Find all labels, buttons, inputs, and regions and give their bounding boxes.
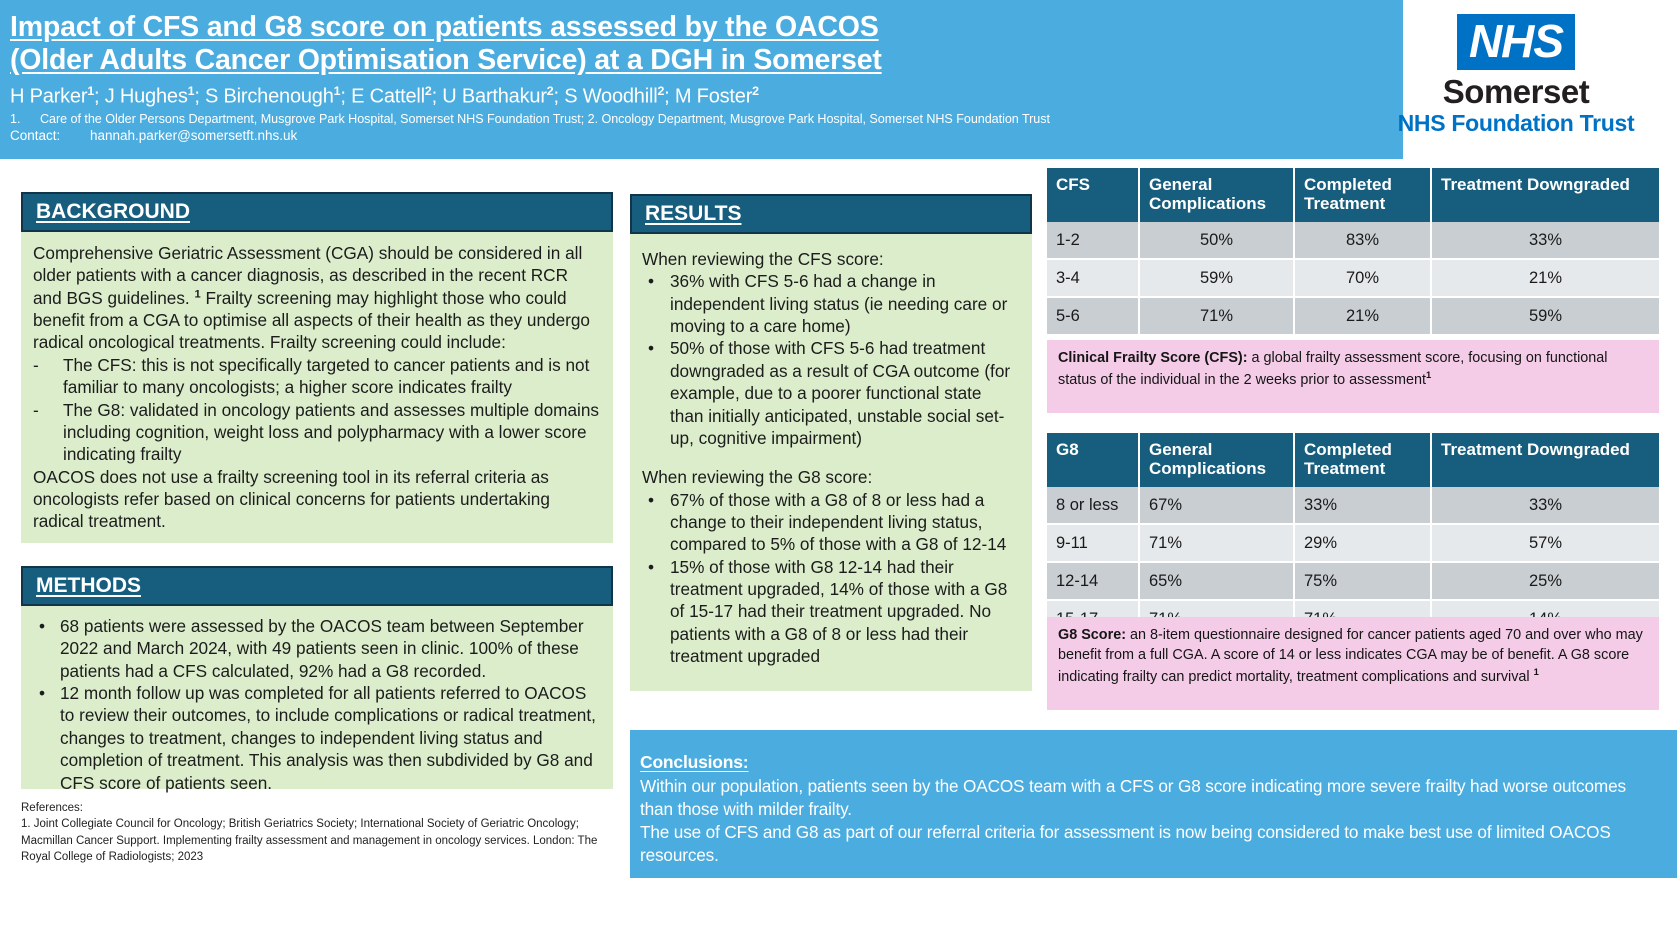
bullet-marker-icon: •	[39, 683, 46, 704]
methods-heading-label: METHODS	[36, 574, 141, 597]
cfs-cell-score: 5-6	[1047, 297, 1139, 335]
table-row	[1047, 524, 1659, 562]
table-header-row	[1047, 168, 1659, 222]
table-header-row	[1047, 433, 1659, 487]
list-item	[642, 556, 1019, 668]
cfs-cell-general-complications: 59%	[1139, 259, 1294, 297]
list-item	[642, 489, 1019, 556]
results-g8-intro: When reviewing the G8 score:	[642, 467, 873, 488]
list-item	[642, 270, 1019, 337]
g8-col-header-score: G8	[1047, 433, 1139, 487]
table-row	[1047, 297, 1659, 335]
cfs-definition-term: Clinical Frailty Score (CFS):	[1058, 350, 1248, 366]
contact-label: Contact:	[10, 127, 61, 143]
nhs-somerset-logo	[1381, 14, 1651, 137]
list-item	[33, 354, 600, 399]
g8-definition-term: G8 Score:	[1058, 627, 1126, 643]
bullet-marker-icon: •	[648, 271, 655, 292]
g8-col-header-completed-treatment: Completed Treatment	[1294, 433, 1431, 487]
references-block	[21, 800, 621, 865]
background-section	[21, 192, 613, 543]
g8-cell-general-complications: 65%	[1139, 562, 1294, 600]
bullet-marker-icon: •	[648, 338, 655, 359]
conclusions-section	[630, 730, 1677, 878]
list-item	[33, 682, 600, 794]
affiliation-number: 1.	[10, 112, 21, 127]
results-section	[630, 194, 1032, 691]
g8-cell-treatment-downgraded: 57%	[1431, 524, 1659, 562]
background-heading-label: BACKGROUND	[36, 200, 190, 223]
g8-cell-treatment-downgraded: 33%	[1431, 487, 1659, 524]
g8-outcomes-table-container	[1047, 433, 1659, 639]
results-spacer	[642, 449, 1019, 466]
nhs-logo-icon: NHS	[1457, 14, 1575, 70]
results-cfs-bullet-2: 50% of those with CFS 5-6 had treatment downgraded as a result of CGA outcome (for example, due to a poorer functional state than initially anticipated, unstable social set-up, cognitive impairment)	[670, 338, 1011, 448]
cfs-definition-text: a global frailty assessment score, focusing on functional status of the individual in the 2 weeks prior to assessment	[1058, 350, 1608, 388]
g8-definition-box	[1047, 617, 1659, 710]
table-row	[1047, 487, 1659, 524]
cfs-cell-treatment-downgraded: 33%	[1431, 222, 1659, 259]
table-row	[1047, 222, 1659, 259]
cfs-cell-completed-treatment: 70%	[1294, 259, 1431, 297]
page-title	[10, 11, 1389, 77]
conclusions-title: Conclusions:	[640, 752, 749, 772]
cfs-col-header-general-complications: General Complications	[1139, 168, 1294, 222]
results-heading-label: RESULTS	[645, 202, 742, 225]
background-para1-part-b: Frailty screening may highlight those who could benefit from a CGA to optimise all aspects of their health as they undergo radical oncological treatments. Frailty screening could include:	[33, 287, 590, 353]
results-cfs-bullet-1: 36% with CFS 5-6 had a change in independent living status (ie needing care or moving to a care home)	[670, 271, 1008, 337]
background-dash-item-2: The G8: validated in oncology patients and assesses multiple domains including cognition, weight loss and polypharmacy with a lower score indicating frailty	[63, 399, 599, 465]
page-title-line-2: (Older Adults Cancer Optimisation Service) at a DGH in Somerset	[10, 44, 882, 77]
g8-col-header-general-complications: General Complications	[1139, 433, 1294, 487]
cfs-definition-box	[1047, 340, 1659, 413]
affiliation-text: Care of the Older Persons Department, Musgrove Park Hospital, Somerset NHS Foundation Trust; 2. Oncology Department, Musgrove Park Hospital, Somerset NHS Foundation Trust	[40, 112, 1050, 127]
cfs-col-header-score: CFS	[1047, 168, 1139, 222]
g8-cell-general-complications: 67%	[1139, 487, 1294, 524]
trust-name: Somerset	[1442, 73, 1590, 110]
methods-bullet-2: 12 month follow up was completed for all patients referred to OACOS to review their outcomes, to include complications or radical treatment, changes to treatment, changes to independent living status and completion of treatment. This analysis was then subdivided by G8 and CFS score of patients seen.	[60, 683, 596, 793]
list-item	[33, 399, 600, 466]
methods-section-body	[21, 606, 613, 793]
g8-cell-score: 8 or less	[1047, 487, 1139, 524]
cfs-cell-treatment-downgraded: 21%	[1431, 259, 1659, 297]
methods-section-header	[21, 566, 613, 606]
conclusions-paragraph-1: Within our population, patients seen by the OACOS team with a CFS or G8 score indicating more severe frailty had worse outcomes than those with milder frailty.	[640, 776, 1626, 819]
g8-outcomes-table	[1047, 433, 1659, 639]
background-section-body	[21, 232, 613, 543]
cfs-cell-score: 1-2	[1047, 222, 1139, 259]
conclusions-paragraph-2: The use of CFS and G8 as part of our referral criteria for assessment is now being considered to make best use of limited OACOS resources.	[640, 821, 1611, 865]
cfs-cell-completed-treatment: 21%	[1294, 297, 1431, 335]
cfs-cell-completed-treatment: 83%	[1294, 222, 1431, 259]
results-cfs-bullet-list	[642, 270, 1019, 449]
methods-bullet-1: 68 patients were assessed by the OACOS team between September 2022 and March 2024, with 49 patients seen in clinic. 100% of these patients had a CFS calculated, 92% had a G8 recorded.	[60, 616, 584, 681]
background-paragraph-1	[33, 242, 600, 354]
results-cfs-intro: When reviewing the CFS score:	[642, 249, 884, 269]
bullet-marker-icon: •	[648, 556, 655, 577]
cfs-outcomes-table-container	[1047, 168, 1659, 336]
results-section-header	[630, 194, 1032, 234]
table-row	[1047, 562, 1659, 600]
background-paragraph-2: OACOS does not use a frailty screening tool in its referral criteria as oncologists refer based on clinical concerns for patients undertaking radical treatment.	[33, 466, 550, 532]
list-item	[33, 615, 600, 682]
g8-definition-text: an 8-item questionnaire designed for cancer patients aged 70 and over who may benefit from a full CGA. A score of 14 or less indicates CGA may be of benefit. A G8 score indicating frailty can predict mortality, treatment complications and survival	[1058, 627, 1643, 685]
cfs-cell-score: 3-4	[1047, 259, 1139, 297]
background-section-header	[21, 192, 613, 232]
background-dash-item-1: The CFS: this is not specifically targeted to cancer patients and is not familiar to many oncologists; a higher score indicates frailty	[63, 354, 590, 398]
methods-bullet-list	[33, 615, 600, 794]
trust-subtitle: NHS Foundation Trust	[1397, 110, 1635, 137]
affiliations	[10, 111, 1389, 128]
background-para1-part-a: Comprehensive Geriatric Assessment (CGA) should be considered in all older patients with a cancer diagnosis, as described in the recent RCR and BGS guidelines.	[33, 243, 583, 308]
background-reference-marker: 1	[194, 287, 201, 300]
cfs-col-header-completed-treatment: Completed Treatment	[1294, 168, 1431, 222]
references-label: References:	[21, 802, 84, 814]
g8-cell-completed-treatment: 29%	[1294, 524, 1431, 562]
list-item	[642, 337, 1019, 449]
g8-cell-completed-treatment: 33%	[1294, 487, 1431, 524]
background-dash-list	[33, 354, 600, 466]
dash-marker-icon: -	[33, 399, 39, 420]
cfs-outcomes-table	[1047, 168, 1659, 336]
table-row	[1047, 259, 1659, 297]
g8-definition-reference-marker: 1	[1533, 666, 1539, 677]
g8-cell-score: 12-14	[1047, 562, 1139, 600]
methods-section	[21, 566, 613, 793]
contact-email[interactable]: hannah.parker@somersetft.nhs.uk	[90, 127, 298, 143]
page-title-line-1: Impact of CFS and G8 score on patients assessed by the OACOS	[10, 11, 879, 43]
cfs-cell-treatment-downgraded: 59%	[1431, 297, 1659, 335]
poster-header-banner	[0, 0, 1403, 159]
contact-row	[10, 128, 1389, 145]
results-section-body	[630, 234, 1032, 691]
conclusions-body	[640, 775, 1659, 867]
bullet-marker-icon: •	[648, 489, 655, 510]
cfs-cell-general-complications: 50%	[1139, 222, 1294, 259]
g8-col-header-treatment-downgraded: Treatment Downgraded	[1431, 433, 1659, 487]
g8-cell-score: 9-11	[1047, 524, 1139, 562]
reference-entry-1: 1. Joint Collegiate Council for Oncology; British Geriatrics Society; International Society of Geriatric Oncology; Macmillan Cancer Support. Implementing frailty assessment and management in oncology services. London: The Royal College of Radiologists; 2023	[21, 818, 598, 863]
cfs-cell-general-complications: 71%	[1139, 297, 1294, 335]
g8-cell-general-complications: 71%	[1139, 524, 1294, 562]
cfs-definition-reference-marker: 1	[1425, 369, 1432, 380]
dash-marker-icon: -	[33, 354, 39, 375]
g8-cell-completed-treatment: 75%	[1294, 562, 1431, 600]
results-g8-bullet-2: 15% of those with G8 12-14 had their treatment upgraded, 14% of those with a G8 of 15-17 had their treatment upgraded. No patients with a G8 of 8 or less had their treatment upgraded	[670, 556, 1008, 667]
cfs-col-header-treatment-downgraded: Treatment Downgraded	[1431, 168, 1659, 222]
results-g8-bullet-list	[642, 489, 1019, 668]
results-g8-bullet-1: 67% of those with a G8 of 8 or less had a change to their independent living status, compared to 5% of those with a G8 of 12-14	[670, 489, 1007, 555]
bullet-marker-icon: •	[39, 616, 46, 636]
g8-cell-treatment-downgraded: 25%	[1431, 562, 1659, 600]
author-list: H Parker$^1$; J Hughes$^1$; S Birchenough$^1$; E Cattell$^2$; U Barthakur$^2$; S Woodhill$^2$; M Foster$^2$	[10, 84, 759, 108]
